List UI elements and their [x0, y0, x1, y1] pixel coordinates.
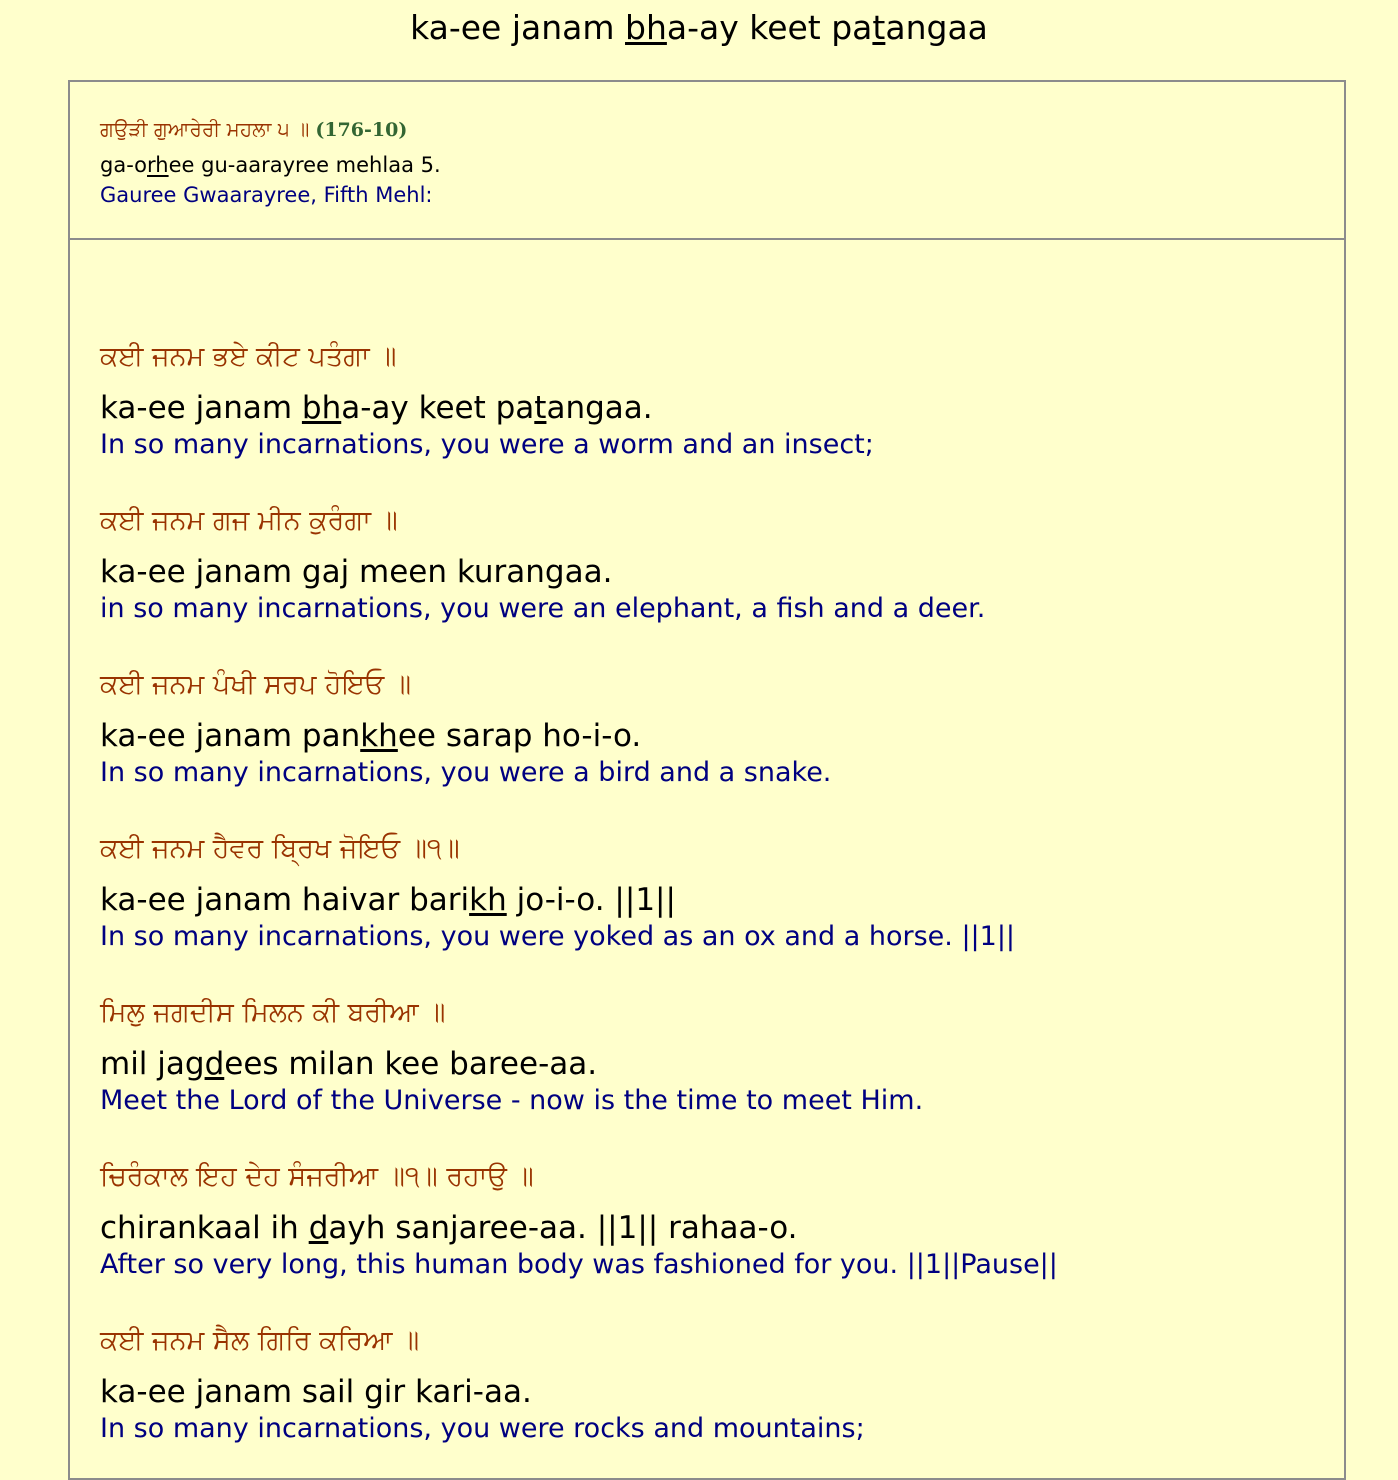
- verse-gurmukhi: ਕਈ ਜਨਮ ਸੈਲ ਗਿਰਿ ਕਰਿਆ ॥: [100, 1325, 420, 1356]
- verse-5: [100, 996, 1320, 1118]
- shabad-header: [70, 82, 1344, 240]
- verse-transliteration: ka-ee janam bha-ay keet patangaa.: [100, 390, 653, 426]
- verse-gurmukhi: ਕਈ ਜਨਮ ਪੰਖੀ ਸਰਪ ਹੋਇਓ ॥: [100, 669, 412, 700]
- verse-gurmukhi: ਚਿਰੰਕਾਲ ਇਹ ਦੇਹ ਸੰਜਰੀਆ ॥੧॥ ਰਹਾਉ ॥: [100, 1161, 534, 1192]
- verse-english: In so many incarnations, you were a bird and a snake.: [100, 757, 832, 788]
- verse-transliteration: ka-ee janam haivar barikh jo-i-o. ||1||: [100, 882, 676, 918]
- page-title: ka-ee janam bha-ay keet patangaa: [410, 8, 988, 47]
- verse-1: [100, 340, 1320, 462]
- verse-transliteration: ka-ee janam pankhee sarap ho-i-o.: [100, 718, 642, 754]
- verse-gurmukhi: ਕਈ ਜਨਮ ਹੈਵਰ ਬ੍ਰਿਖ ਜੋਇਓ ॥੧॥: [100, 833, 460, 864]
- verse-transliteration: ka-ee janam gaj meen kurangaa.: [100, 554, 613, 590]
- header-gurmukhi: ਗਉੜੀ ਗੁਆਰੇਰੀ ਮਹਲਾ ੫ ॥ (176-10): [100, 117, 408, 141]
- verse-gurmukhi: ਕਈ ਜਨਮ ਗਜ ਮੀਨ ਕੁਰੰਗਾ ॥: [100, 505, 398, 536]
- verse-english: In so many incarnations, you were rocks and mountains;: [100, 1413, 865, 1444]
- verse-6: [100, 1160, 1320, 1282]
- header-english: Gauree Gwaarayree, Fifth Mehl:: [100, 183, 433, 207]
- verse-3: [100, 668, 1320, 790]
- verse-gurmukhi: ਕਈ ਜਨਮ ਭਏ ਕੀਟ ਪਤੰਗਾ ॥: [100, 341, 397, 372]
- verse-4: [100, 832, 1320, 954]
- verse-gurmukhi: ਮਿਲੁ ਜਗਦੀਸ ਮਿਲਨ ਕੀ ਬਰੀਆ ॥: [100, 997, 446, 1028]
- ang-reference: (176-10): [315, 119, 408, 141]
- verse-english: Meet the Lord of the Universe - now is the time to meet Him.: [100, 1085, 924, 1116]
- header-transliteration: ga-orhee gu-aarayree mehlaa 5.: [100, 153, 441, 177]
- verse-7: [100, 1324, 1320, 1446]
- verse-english: After so very long, this human body was fashioned for you. ||1||Pause||: [100, 1249, 1058, 1280]
- verse-transliteration: ka-ee janam sail gir kari-aa.: [100, 1374, 532, 1410]
- verse-english: In so many incarnations, you were a worm and an insect;: [100, 429, 874, 460]
- verse-transliteration: chirankaal ih dayh sanjaree-aa. ||1|| rahaa-o.: [100, 1210, 798, 1246]
- verse-english: in so many incarnations, you were an elephant, a fish and a deer.: [100, 593, 986, 624]
- verse-2: [100, 504, 1320, 626]
- verse-transliteration: mil jagdees milan kee baree-aa.: [100, 1046, 598, 1082]
- shabad-container: [68, 80, 1346, 1480]
- verse-english: In so many incarnations, you were yoked as an ox and a horse. ||1||: [100, 921, 1016, 952]
